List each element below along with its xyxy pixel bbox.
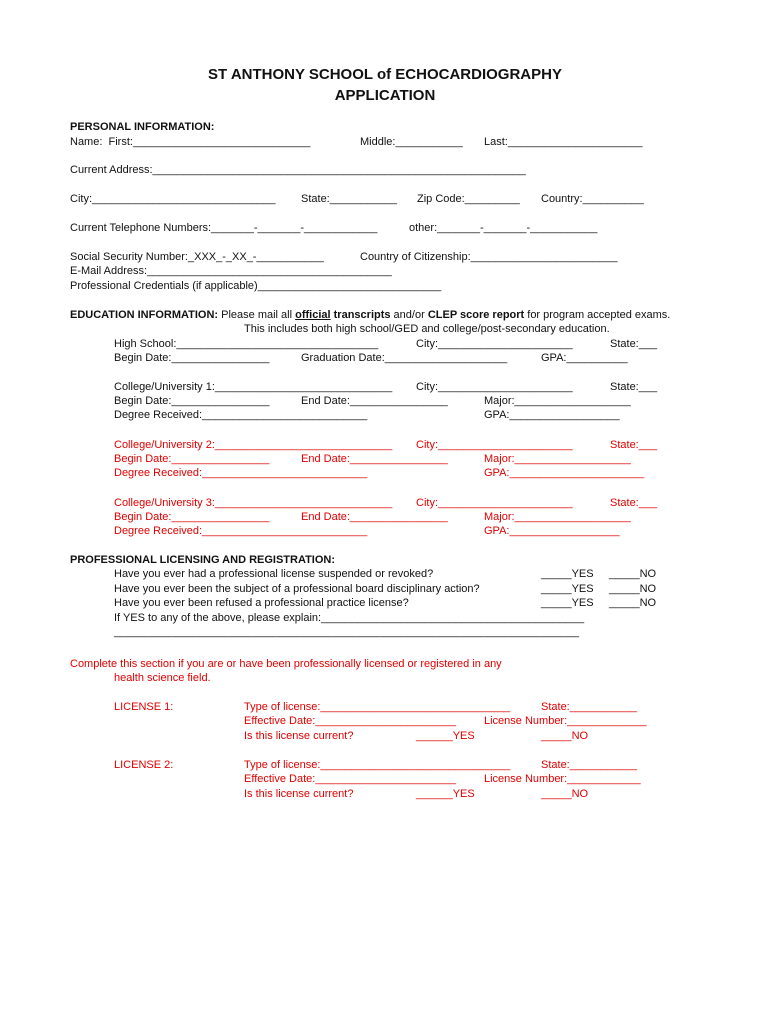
other-phone-field[interactable]: other:_______-_______-___________: [409, 222, 598, 234]
college-1-degree-field[interactable]: Degree Received:___________________________: [114, 409, 368, 421]
q3-no[interactable]: _____NO: [609, 597, 657, 609]
hs-begin-field[interactable]: Begin Date:________________: [114, 352, 270, 364]
credentials-field[interactable]: Professional Credentials (if applicable)______________________________: [70, 280, 442, 292]
email-field[interactable]: E-Mail Address:________________________________________: [70, 265, 392, 277]
education-note-line2: This includes both high school/GED and college/post-secondary education.: [244, 323, 610, 335]
education-note: [70, 309, 670, 322]
hs-gpa-field[interactable]: GPA:__________: [541, 352, 628, 364]
country-field[interactable]: Country:__________: [541, 193, 644, 205]
license-2-number-field[interactable]: License Number:____________: [484, 773, 641, 785]
note-transcripts: transcripts: [333, 309, 391, 321]
note-pre: Please mail all: [218, 309, 296, 321]
last-name-field[interactable]: Last:______________________: [484, 136, 643, 148]
zip-field[interactable]: Zip Code:_________: [417, 193, 520, 205]
license-2-state-field[interactable]: State:___________: [541, 759, 638, 771]
question-1: Have you ever had a professional license suspended or revoked?: [114, 568, 434, 580]
college-3-degree-field[interactable]: Degree Received:___________________________: [114, 525, 368, 537]
state-field[interactable]: State:___________: [301, 193, 398, 205]
form-subtitle: APPLICATION: [334, 87, 436, 104]
license-section-note: Complete this section if you are or have been professionally licensed or registered in any: [70, 658, 502, 670]
college-3-gpa-field[interactable]: GPA:__________________: [484, 525, 620, 537]
hs-city-field[interactable]: City:______________________: [416, 338, 573, 350]
college-2-major-field[interactable]: Major:___________________: [484, 453, 631, 465]
college-2-state-field[interactable]: State:___: [610, 439, 658, 451]
explain-line[interactable]: ____________________________________________________________________________: [114, 626, 579, 638]
address-field[interactable]: Current Address:_____________________________________________________________: [70, 164, 526, 176]
college-2-begin-field[interactable]: Begin Date:________________: [114, 453, 270, 465]
q1-yes[interactable]: _____YES: [541, 568, 594, 580]
license-1-yes[interactable]: ______YES: [416, 730, 475, 742]
q2-no[interactable]: _____NO: [609, 583, 657, 595]
explain-field[interactable]: If YES to any of the above, please explain:___________________________________________: [114, 612, 585, 624]
college-2-gpa-field[interactable]: GPA:______________________: [484, 467, 645, 479]
question-2: Have you ever been the subject of a professional board disciplinary action?: [114, 583, 480, 595]
note-post: for program accepted exams.: [524, 309, 671, 321]
license-1-current-label: Is this license current?: [244, 730, 354, 742]
license-1-number-field[interactable]: License Number:_____________: [484, 715, 647, 727]
question-3: Have you ever been refused a professional practice license?: [114, 597, 409, 609]
citizenship-field[interactable]: Country of Citizenship:________________________: [360, 251, 618, 263]
college-2-field[interactable]: College/University 2:_____________________________: [114, 439, 393, 451]
middle-name-field[interactable]: Middle:___________: [360, 136, 463, 148]
college-1-major-field[interactable]: Major:___________________: [484, 395, 631, 407]
city-field[interactable]: City:______________________________: [70, 193, 276, 205]
license-1-type-field[interactable]: Type of license:_______________________________: [244, 701, 511, 713]
license-2-no[interactable]: _____NO: [541, 788, 589, 800]
license-section-note-2: health science field.: [114, 672, 211, 684]
college-1-field[interactable]: College/University 1:_____________________________: [114, 381, 393, 393]
hs-state-field[interactable]: State:___: [610, 338, 658, 350]
license-2-type-field[interactable]: Type of license:_______________________________: [244, 759, 511, 771]
q2-yes[interactable]: _____YES: [541, 583, 594, 595]
college-3-city-field[interactable]: City:______________________: [416, 497, 573, 509]
q1-no[interactable]: _____NO: [609, 568, 657, 580]
college-3-begin-field[interactable]: Begin Date:________________: [114, 511, 270, 523]
note-and: and/or: [390, 309, 428, 321]
q3-yes[interactable]: _____YES: [541, 597, 594, 609]
ssn-field[interactable]: Social Security Number:_XXX_-_XX_-___________: [70, 251, 324, 263]
education-heading: EDUCATION INFORMATION:: [70, 309, 219, 321]
college-1-state-field[interactable]: State:___: [610, 381, 658, 393]
college-1-city-field[interactable]: City:______________________: [416, 381, 573, 393]
college-1-end-field[interactable]: End Date:________________: [301, 395, 448, 407]
phone-field[interactable]: Current Telephone Numbers:_______-_______-____________: [70, 222, 378, 234]
college-1-gpa-field[interactable]: GPA:__________________: [484, 409, 620, 421]
college-2-end-field[interactable]: End Date:________________: [301, 453, 448, 465]
college-3-state-field[interactable]: State:___: [610, 497, 658, 509]
license-1-no[interactable]: _____NO: [541, 730, 589, 742]
license-2-yes[interactable]: ______YES: [416, 788, 475, 800]
college-1-begin-field[interactable]: Begin Date:________________: [114, 395, 270, 407]
note-clep: CLEP score report: [427, 309, 525, 321]
college-3-field[interactable]: College/University 3:_____________________________: [114, 497, 393, 509]
college-3-end-field[interactable]: End Date:________________: [301, 511, 448, 523]
license-2-current-label: Is this license current?: [244, 788, 354, 800]
personal-heading: PERSONAL INFORMATION:: [70, 121, 215, 133]
license-1-state-field[interactable]: State:___________: [541, 701, 638, 713]
form-title: ST ANTHONY SCHOOL of ECHOCARDIOGRAPHY: [208, 66, 562, 83]
license-2-label: LICENSE 2:: [114, 759, 174, 771]
college-2-degree-field[interactable]: Degree Received:___________________________: [114, 467, 368, 479]
license-1-label: LICENSE 1:: [114, 701, 174, 713]
license-2-effective-field[interactable]: Effective Date:_______________________: [244, 773, 457, 785]
licensing-heading: PROFESSIONAL LICENSING AND REGISTRATION:: [70, 554, 336, 566]
college-3-major-field[interactable]: Major:___________________: [484, 511, 631, 523]
hs-grad-field[interactable]: Graduation Date:____________________: [301, 352, 508, 364]
first-name-field[interactable]: Name: First:_____________________________: [70, 136, 311, 148]
note-official: official: [295, 309, 331, 321]
license-1-effective-field[interactable]: Effective Date:_______________________: [244, 715, 457, 727]
high-school-field[interactable]: High School:_________________________________: [114, 338, 379, 350]
college-2-city-field[interactable]: City:______________________: [416, 439, 573, 451]
